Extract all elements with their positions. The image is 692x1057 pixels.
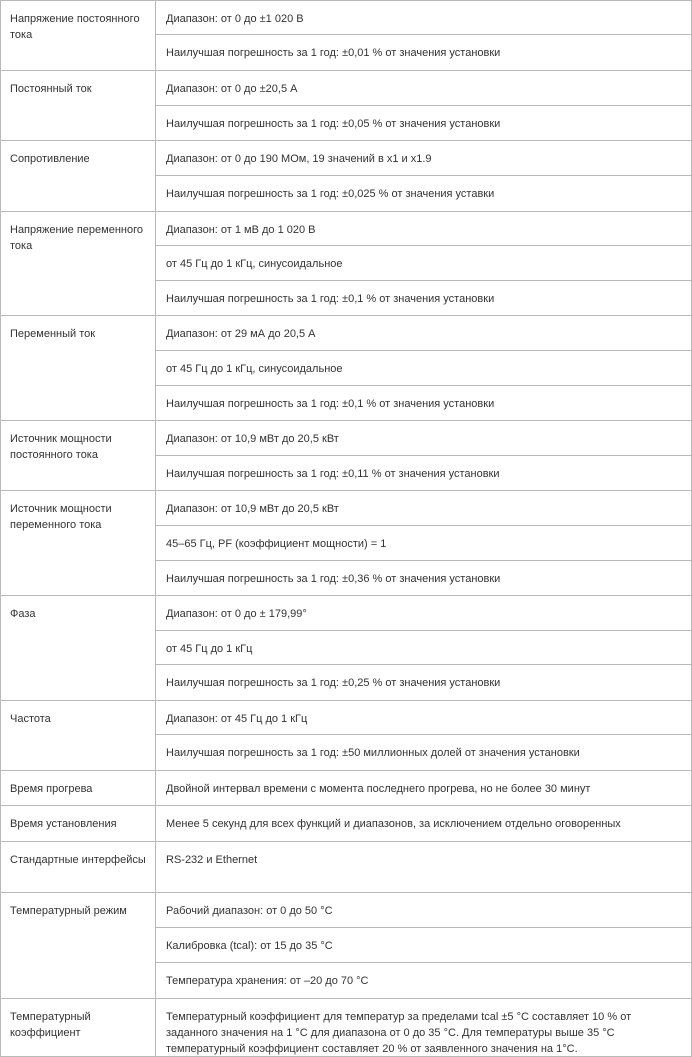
spec-values (156, 316, 692, 421)
spec-value: от 45 Гц до 1 кГц (156, 631, 691, 665)
table-row (1, 1, 692, 71)
spec-values (156, 771, 692, 806)
spec-value: Наилучшая погрешность за 1 год: ±0,1 % от значения установки (166, 293, 495, 305)
spec-label: Время прогрева (1, 771, 156, 806)
spec-value: Диапазон: от 0 до ±20,5 А (156, 71, 691, 106)
spec-value: Менее 5 секунд для всех функций и диапазонов, за исключением отдельно оговоренных (166, 818, 621, 830)
spec-value: Наилучшая погрешность за 1 год: ±0,05 % от значения установки (166, 118, 501, 130)
spec-label: Источник мощности постоянного тока (1, 421, 156, 491)
spec-value: Диапазон: от 0 до ± 179,99° (156, 596, 691, 631)
spec-value: Наилучшая погрешность за 1 год: ±0,01 % от значения установки (166, 47, 501, 59)
spec-values (156, 842, 692, 893)
spec-label: Постоянный ток (1, 71, 156, 141)
spec-values (156, 1, 692, 71)
spec-label: Сопротивление (1, 141, 156, 212)
spec-label: Напряжение постоянного тока (1, 1, 156, 71)
spec-value: 45–65 Гц, PF (коэффициент мощности) = 1 (156, 526, 691, 561)
table-row (1, 212, 692, 316)
table-row (1, 596, 692, 701)
spec-value: Диапазон: от 10,9 мВт до 20,5 кВт (156, 491, 691, 526)
table-row (1, 71, 692, 141)
table-row (1, 316, 692, 421)
spec-label: Стандартные интерфейсы (1, 842, 156, 893)
spec-value: от 45 Гц до 1 кГц, синусоидальное (156, 351, 691, 386)
spec-value: Наилучшая погрешность за 1 год: ±0,36 % от значения установки (166, 573, 501, 585)
spec-label: Температурный режим (1, 893, 156, 999)
spec-values (156, 421, 692, 491)
spec-values (156, 491, 692, 596)
spec-value: Наилучшая погрешность за 1 год: ±0,25 % от значения установки (166, 677, 501, 689)
table-row (1, 806, 692, 842)
table-row (1, 842, 692, 893)
spec-label: Время установления (1, 806, 156, 842)
spec-value: Диапазон: от 0 до 190 МОм, 19 значений в х1 и х1.9 (156, 141, 691, 176)
spec-label: Частота (1, 701, 156, 771)
spec-label: Температурный коэффициент (1, 999, 156, 1057)
table-row (1, 999, 692, 1057)
spec-value: Наилучшая погрешность за 1 год: ±50 миллионных долей от значения установки (166, 747, 580, 759)
table-row (1, 893, 692, 999)
spec-values (156, 212, 692, 316)
spec-value: Наилучшая погрешность за 1 год: ±0,1 % от значения установки (166, 398, 495, 410)
spec-value: Наилучшая погрешность за 1 год: ±0,11 % от значения установки (166, 468, 500, 480)
spec-value: Диапазон: от 10,9 мВт до 20,5 кВт (156, 421, 691, 456)
table-row (1, 141, 692, 212)
spec-value: Диапазон: от 29 мА до 20,5 А (156, 316, 691, 351)
spec-label: Напряжение переменного тока (1, 212, 156, 316)
table-row (1, 491, 692, 596)
spec-label: Фаза (1, 596, 156, 701)
spec-label: Источник мощности переменного тока (1, 491, 156, 596)
spec-value: Двойной интервал времени с момента последнего прогрева, но не более 30 минут (166, 783, 591, 795)
table-row (1, 701, 692, 771)
spec-values (156, 71, 692, 141)
spec-value: Рабочий диапазон: от 0 до 50 °C (156, 893, 691, 928)
spec-value: Диапазон: от 1 мВ до 1 020 В (156, 212, 691, 246)
table-row (1, 771, 692, 806)
table-row (1, 421, 692, 491)
spec-value: Наилучшая погрешность за 1 год: ±0,025 % от значения уставки (166, 188, 495, 200)
spec-value: Диапазон: от 0 до ±1 020 В (156, 1, 691, 35)
spec-values (156, 893, 692, 999)
spec-value: Диапазон: от 45 Гц до 1 кГц (156, 701, 691, 735)
spec-values (156, 701, 692, 771)
spec-values (156, 141, 692, 212)
spec-value: Температурный коэффициент для температур за пределами tcal ±5 °C составляет 10 % от заданного значения на 1 °C для диапазона от 0 до 35 °C. Для температуры выше 35 °C температурный коэффициент составляет 20 % от заявленного значения на 1°C. (166, 1011, 632, 1055)
spec-value: от 45 Гц до 1 кГц, синусоидальное (156, 246, 691, 281)
spec-label: Переменный ток (1, 316, 156, 421)
spec-value: RS-232 и Ethernet (166, 854, 258, 866)
spec-values (156, 596, 692, 701)
spec-value: Температура хранения: от –20 до 70 °C (166, 975, 369, 987)
spec-values (156, 806, 692, 842)
spec-value: Калибровка (tcal): от 15 до 35 °C (156, 928, 691, 963)
spec-values (156, 999, 692, 1057)
